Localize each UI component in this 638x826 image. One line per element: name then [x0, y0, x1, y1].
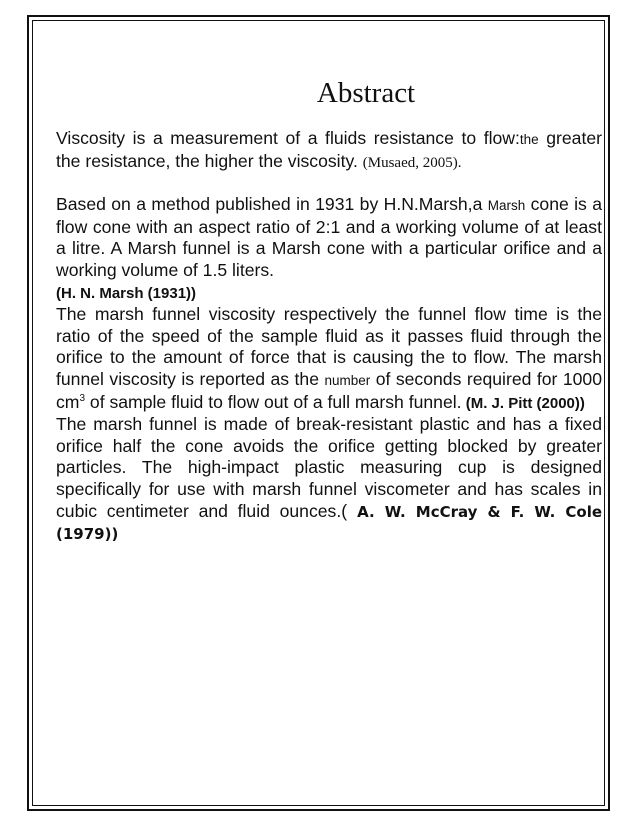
text: of seconds required for 1000 cm	[56, 368, 602, 412]
text: number	[324, 372, 371, 388]
paragraph-funnel-material	[56, 414, 602, 546]
citation: (M. J. Pitt (2000))	[461, 394, 585, 412]
text: of sample fluid to flow out of a full marsh funnel.	[85, 391, 462, 412]
citation: (H. N. Marsh (1931))	[56, 284, 197, 302]
paragraph-funnel-viscosity	[56, 304, 602, 414]
paragraph-marsh-cone	[56, 194, 602, 304]
text: the	[519, 132, 539, 147]
citation: A. W. McCray & F. W. Cole (1979))	[56, 502, 603, 544]
text: Based on a method published in 1931 by H.N.Marsh,a	[56, 194, 488, 215]
document-page	[56, 76, 602, 546]
superscript: 3	[79, 392, 86, 404]
paragraph-viscosity-definition	[56, 128, 602, 174]
text: Marsh	[487, 198, 526, 214]
text: cone is a flow cone with an aspect ratio of 2:1 and a working volume of at least a litre. A Marsh funnel is a Marsh cone with a particular orifice and a working volume of 1.5 liters.	[56, 194, 602, 280]
text: Viscosity is a measurement of a fluids resistance to flow:	[56, 128, 520, 148]
text: .	[457, 154, 462, 171]
citation: (Musaed, 2005)	[362, 154, 458, 171]
text: The marsh funnel viscosity respectively the funnel flow time is the ratio of the speed of the sample fluid as it passes fluid through the orifice to the amount of force that is causing the to flow. The marsh funnel viscosity is reported as the	[56, 304, 602, 389]
text: The marsh funnel is made of break-resistant plastic and has a fixed orifice half the cone avoids the orifice getting blocked by greater particles. The high-impact plastic measuring cup is designed specifically for use with marsh funnel viscometer and has scales in cubic centimeter and fluid ounces.(	[56, 414, 602, 521]
page-title: Abstract	[316, 77, 416, 109]
text: greater the resistance, the higher the viscosity.	[56, 128, 602, 171]
